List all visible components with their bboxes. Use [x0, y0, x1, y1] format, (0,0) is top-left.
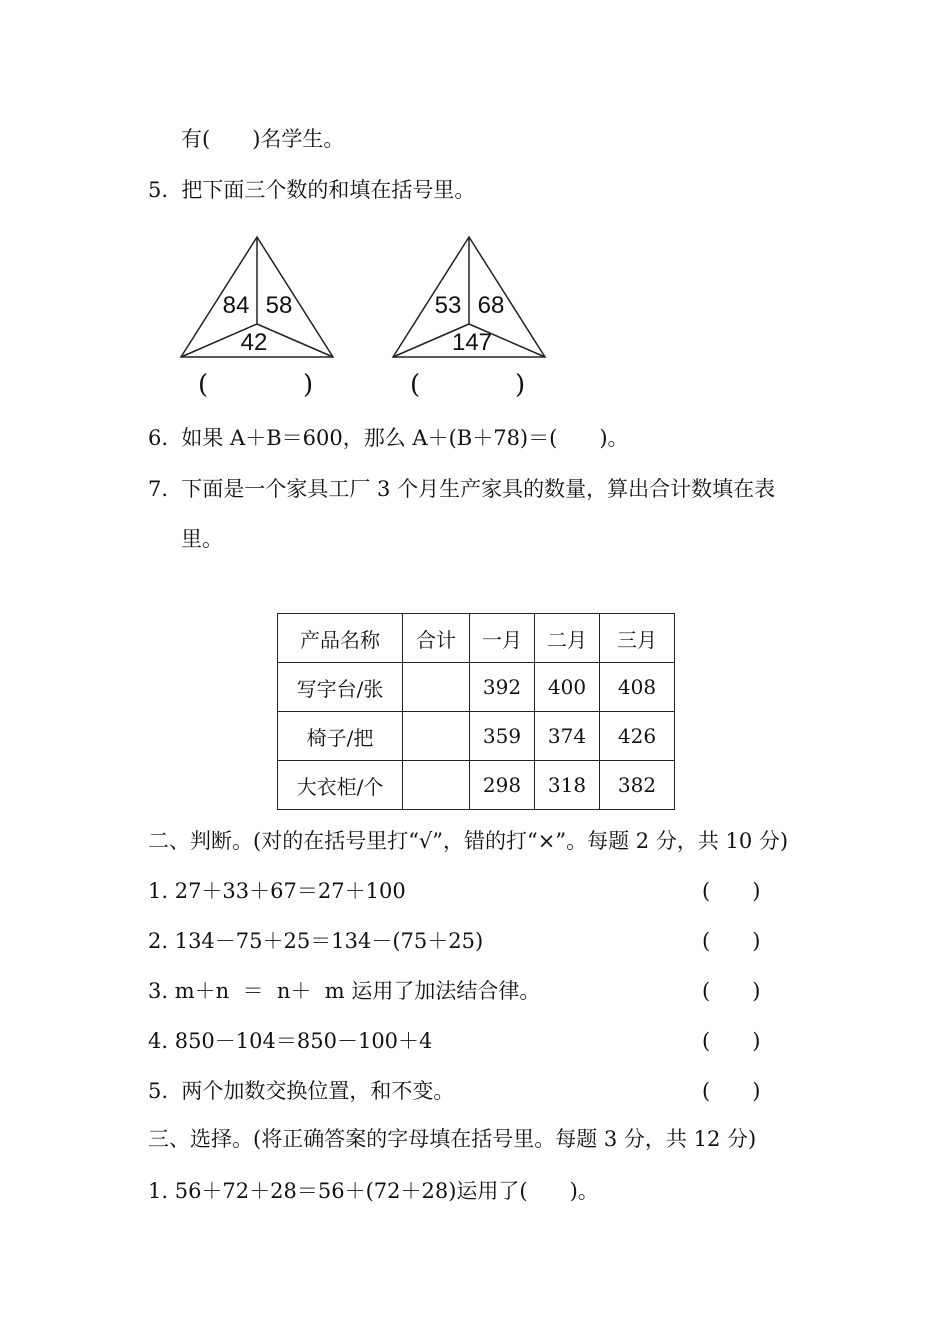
answer-paren-close-1: ) — [303, 370, 314, 400]
table-cell: 318 — [535, 761, 600, 810]
table-row — [278, 712, 675, 761]
table-cell: 359 — [470, 712, 535, 761]
judge-answer-3: ( ) — [702, 979, 761, 1003]
question-6: 6. 如果 A＋B＝600，那么 A＋(B＋78)＝( )。 — [148, 426, 629, 450]
total-blank-cell — [403, 712, 470, 761]
table-cell: 392 — [470, 663, 535, 712]
table-header-cell: 一月 — [470, 614, 535, 663]
total-blank-cell — [403, 761, 470, 810]
judge-question-1: 1. 27＋33＋67＝27＋100 — [148, 879, 406, 903]
question-4-continuation: 有( )名学生。 — [181, 127, 345, 151]
table-header-row — [278, 614, 675, 663]
table-cell: 382 — [600, 761, 675, 810]
answer-paren-close-2: ) — [515, 370, 526, 400]
question-7-line-1: 7. 下面是一个家具工厂 3 个月生产家具的数量，算出合计数填在表 — [148, 477, 776, 501]
table-header-cell: 二月 — [535, 614, 600, 663]
table-cell: 大衣柜/个 — [278, 761, 403, 810]
judge-question-2: 2. 134－75＋25＝134－(75＋25) — [148, 929, 484, 953]
production-table — [277, 613, 675, 810]
triangle-1-bottom-number: 42 — [240, 329, 268, 356]
judge-question-4: 4. 850－104＝850－100＋4 — [148, 1029, 433, 1053]
judge-question-3: 3. m＋n ＝ n＋ m 运用了加法结合律。 — [148, 979, 541, 1003]
section-2-heading: 二、判断。(对的在括号里打“√”，错的打“×”。每题 2 分，共 10 分) — [148, 829, 789, 853]
table-cell: 写字台/张 — [278, 663, 403, 712]
table-cell: 426 — [600, 712, 675, 761]
table-cell: 400 — [535, 663, 600, 712]
triangle-2-left-number: 53 — [434, 292, 462, 319]
number-triangle-2 — [390, 234, 550, 364]
judge-answer-1: ( ) — [702, 879, 761, 903]
judge-answer-4: ( ) — [702, 1029, 761, 1053]
triangle-divider-right — [257, 324, 333, 357]
answer-paren-open-1: ( — [198, 370, 209, 400]
total-blank-cell — [403, 663, 470, 712]
choice-question-1: 1. 56＋72＋28＝56＋(72＋28)运用了( )。 — [148, 1179, 599, 1203]
number-triangle-1 — [178, 234, 338, 364]
judge-answer-2: ( ) — [702, 929, 761, 953]
judge-question-5: 5. 两个加数交换位置，和不变。 — [148, 1079, 455, 1103]
table-cell: 374 — [535, 712, 600, 761]
triangle-2-bottom-number: 147 — [451, 329, 493, 356]
question-7-line-2: 里。 — [181, 527, 223, 551]
table-cell: 椅子/把 — [278, 712, 403, 761]
table-cell: 408 — [600, 663, 675, 712]
triangle-2-right-number: 68 — [477, 292, 505, 319]
section-3-heading: 三、选择。(将正确答案的字母填在括号里。每题 3 分，共 12 分) — [148, 1127, 757, 1151]
question-5: 5. 把下面三个数的和填在括号里。 — [148, 178, 476, 202]
judge-answer-5: ( ) — [702, 1079, 761, 1103]
triangle-1-left-number: 84 — [222, 292, 250, 319]
table-row — [278, 663, 675, 712]
table-header-cell: 三月 — [600, 614, 675, 663]
table-header-cell: 产品名称 — [278, 614, 403, 663]
triangle-1-right-number: 58 — [265, 292, 293, 319]
table-row — [278, 761, 675, 810]
table-cell: 298 — [470, 761, 535, 810]
table-header-cell: 合计 — [403, 614, 470, 663]
answer-paren-open-2: ( — [410, 370, 421, 400]
